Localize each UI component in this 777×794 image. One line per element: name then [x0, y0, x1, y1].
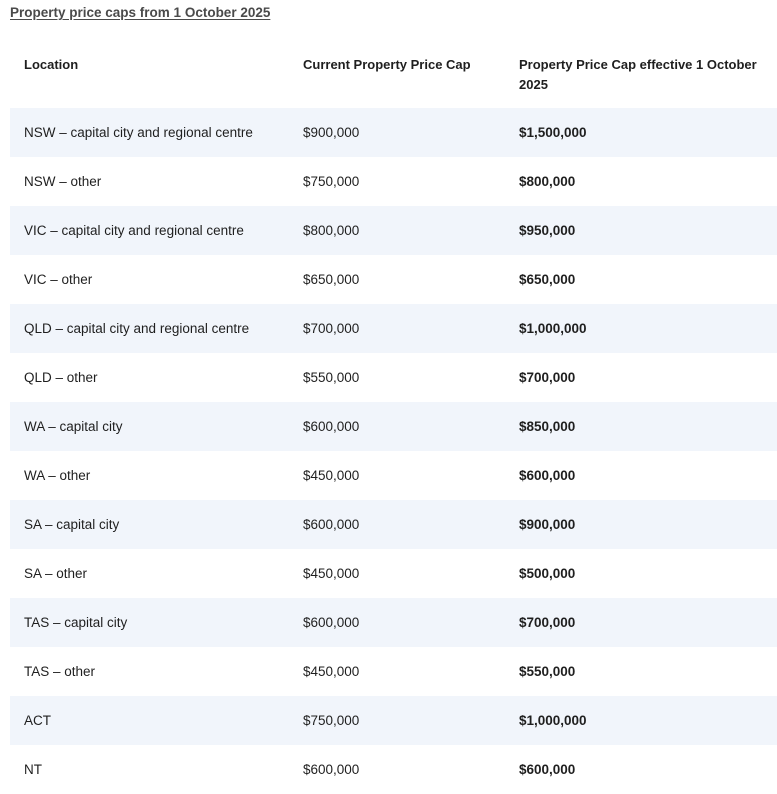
row-effective-cap: $600,000: [519, 467, 576, 483]
row-current-cap: $650,000: [303, 272, 360, 287]
price-cap-table: [10, 33, 777, 794]
row-current-cap: $600,000: [303, 762, 360, 777]
row-effective-cap: $700,000: [519, 614, 576, 630]
page-title-link[interactable]: Property price caps from 1 October 2025: [10, 5, 271, 20]
row-location: WA – other: [24, 468, 91, 483]
header-current-cap: Current Property Price Cap: [303, 57, 471, 72]
row-location: TAS – capital city: [24, 615, 128, 630]
row-effective-cap: $700,000: [519, 369, 576, 385]
row-effective-cap: $950,000: [519, 222, 576, 238]
row-effective-cap: $850,000: [519, 418, 576, 434]
row-current-cap: $900,000: [303, 125, 360, 140]
table-row: [10, 647, 777, 696]
table-header-row: [10, 33, 777, 108]
table-row: [10, 255, 777, 304]
table-row: [10, 696, 777, 745]
row-location: VIC – other: [24, 272, 93, 287]
header-location: Location: [24, 57, 79, 72]
row-location: VIC – capital city and regional centre: [24, 223, 244, 238]
table-row: [10, 500, 777, 549]
row-current-cap: $600,000: [303, 517, 360, 532]
row-current-cap: $750,000: [303, 713, 360, 728]
row-effective-cap: $500,000: [519, 565, 576, 581]
row-location: NSW – other: [24, 174, 102, 189]
table-row: [10, 549, 777, 598]
row-location: ACT: [24, 713, 51, 728]
row-current-cap: $550,000: [303, 370, 360, 385]
row-location: NT: [24, 762, 42, 777]
header-effective-cap: Property Price Cap effective 1 October 2025: [519, 57, 757, 92]
row-current-cap: $800,000: [303, 223, 360, 238]
row-current-cap: $450,000: [303, 468, 360, 483]
table-row: [10, 108, 777, 157]
row-location: QLD – other: [24, 370, 98, 385]
row-location: QLD – capital city and regional centre: [24, 321, 250, 336]
row-location: TAS – other: [24, 664, 96, 679]
table-row: [10, 598, 777, 647]
row-current-cap: $450,000: [303, 664, 360, 679]
row-location: SA – other: [24, 566, 88, 581]
row-location: WA – capital city: [24, 419, 123, 434]
row-effective-cap: $600,000: [519, 761, 576, 777]
table-row: [10, 402, 777, 451]
row-current-cap: $750,000: [303, 174, 360, 189]
row-effective-cap: $550,000: [519, 663, 576, 679]
row-effective-cap: $1,000,000: [519, 712, 587, 728]
row-effective-cap: $900,000: [519, 516, 576, 532]
row-effective-cap: $1,500,000: [519, 124, 587, 140]
table-row: [10, 745, 777, 794]
row-effective-cap: $1,000,000: [519, 320, 587, 336]
row-effective-cap: $650,000: [519, 271, 576, 287]
row-location: NSW – capital city and regional centre: [24, 125, 253, 140]
row-location: SA – capital city: [24, 517, 120, 532]
row-effective-cap: $800,000: [519, 173, 576, 189]
row-current-cap: $600,000: [303, 419, 360, 434]
table-row: [10, 304, 777, 353]
row-current-cap: $700,000: [303, 321, 360, 336]
row-current-cap: $450,000: [303, 566, 360, 581]
table-row: [10, 451, 777, 500]
table-row: [10, 206, 777, 255]
table-row: [10, 157, 777, 206]
table-row: [10, 353, 777, 402]
row-current-cap: $600,000: [303, 615, 360, 630]
